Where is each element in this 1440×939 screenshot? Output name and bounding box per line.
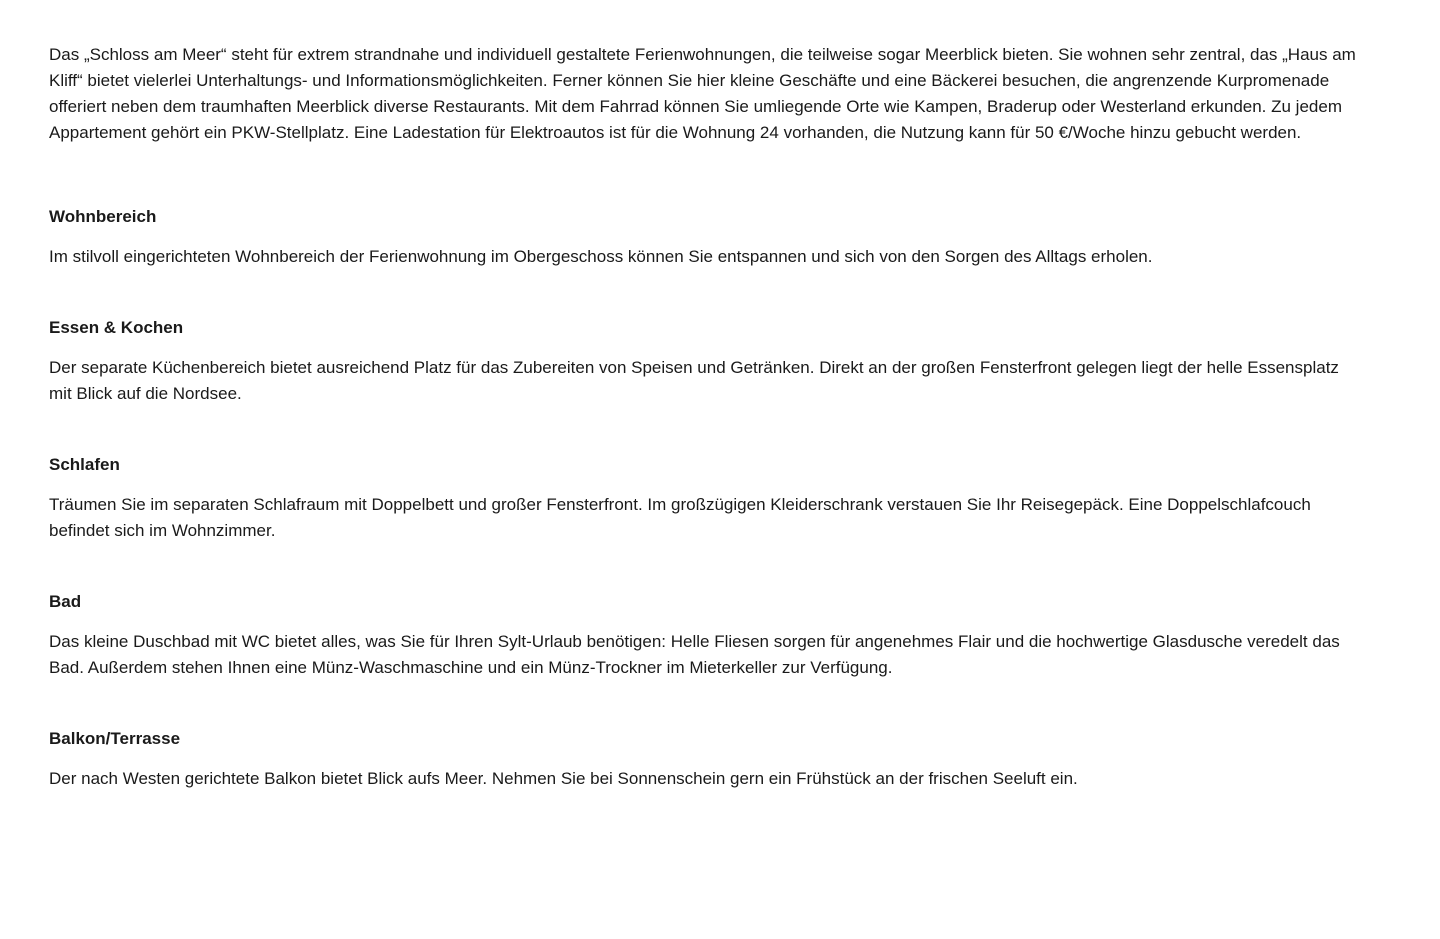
section-heading: Bad [49,592,82,611]
section-heading: Essen & Kochen [49,318,184,337]
description-content [49,42,1359,837]
section-heading: Schlafen [49,455,120,474]
section-text: Im stilvoll eingerichteten Wohnbereich der Ferienwohnung im Obergeschoss können Sie entspannen und sich von den Sorgen des Alltags erholen. [49,247,1153,266]
section-balkon-terrasse [49,726,1359,792]
section-text: Das kleine Duschbad mit WC bietet alles, was Sie für Ihren Sylt-Urlaub benötigen: Helle Fliesen sorgen für angenehmes Flair und die hochwertige Glasdusche veredelt das Bad. Außerdem stehen Ihnen eine Münz-Waschmaschine und ein Münz-Trockner im Mieterkeller zur Verfügung. [49,632,1340,677]
section-bad [49,589,1359,681]
section-schlafen [49,452,1359,544]
intro-paragraph: Das „Schloss am Meer“ steht für extrem strandnahe und individuell gestaltete Ferienwohnungen, die teilweise sogar Meerblick bieten. Sie wohnen sehr zentral, das „Haus am Kliff“ bietet vielerlei Unterhaltungs- und Informationsmöglichkeiten. Ferner können Sie hier kleine Geschäfte und eine Bäckerei besuchen, die angrenzende Kurpromenade offeriert neben dem traumhaften Meerblick diverse Restaurants. Mit dem Fahrrad können Sie umliegende Orte wie Kampen, Braderup oder Westerland erkunden. Zu jedem Appartement gehört ein PKW-Stellplatz. Eine Ladestation für Elektroautos ist für die Wohnung 24 vorhanden, die Nutzung kann für 50 €/Woche hinzu gebucht werden. [49,45,1356,142]
section-text: Der nach Westen gerichtete Balkon bietet Blick aufs Meer. Nehmen Sie bei Sonnenschein gern ein Frühstück an der frischen Seeluft ein. [49,769,1078,788]
section-text: Träumen Sie im separaten Schlafraum mit Doppelbett und großer Fensterfront. Im großzügigen Kleiderschrank verstauen Sie Ihr Reisegepäck. Eine Doppelschlafcouch befindet sich im Wohnzimmer. [49,495,1311,540]
section-essen-kochen [49,315,1359,407]
section-heading: Wohnbereich [49,207,157,226]
section-wohnbereich [49,204,1359,270]
section-heading: Balkon/Terrasse [49,729,181,748]
section-text: Der separate Küchenbereich bietet ausreichend Platz für das Zubereiten von Speisen und Getränken. Direkt an der großen Fensterfront gelegen liegt der helle Essensplatz mit Blick auf die Nordsee. [49,358,1339,403]
